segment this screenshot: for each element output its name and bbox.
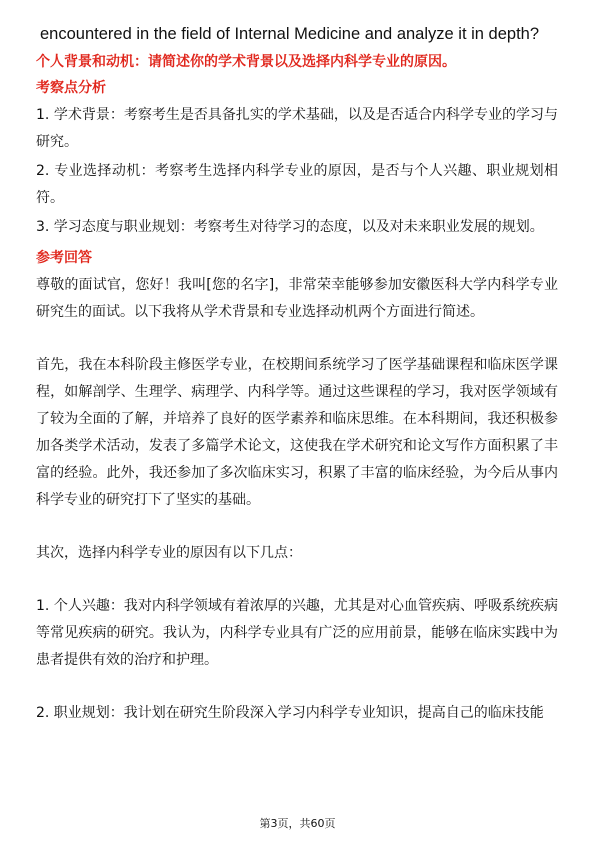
- question-heading: 个人背景和动机：请简述你的学术背景以及选择内科学专业的原因。: [36, 54, 456, 70]
- answer-paragraph: 首先，我在本科阶段主修医学专业，在校期间系统学习了医学基础课程和临床医学课程，如解剖学、生理学、病理学、内科学等。通过这些课程的学习，我对医学领域有了较为全面的了解，并培养了良好的医学素养和临床思维。在本科期间，我还积极参加各类学术活动，发表了多篇学术论文，这使我在学术研究和论文写作方面积累了丰富的经验。此外，我还参加了多次临床实习，积累了丰富的临床经验，为今后从事内科学专业的研究打下了坚实的基础。: [36, 357, 558, 508]
- page-number-footer: 第3页，共60页: [259, 817, 336, 830]
- intro-text: encountered in the field of Internal Medicine and analyze it in depth?: [40, 25, 540, 43]
- answer-paragraph: 其次，选择内科学专业的原因有以下几点：: [36, 545, 302, 561]
- answer-title: 参考回答: [36, 250, 92, 266]
- analysis-item: 1. 学术背景：考察考生是否具备扎实的学术基础，以及是否适合内科学专业的学习与研究。: [36, 107, 558, 150]
- analysis-item: 3. 学习态度与职业规划：考察考生对待学习的态度，以及对未来职业发展的规划。: [36, 219, 544, 235]
- answer-paragraph: 尊敬的面试官，您好！我叫[您的名字]，非常荣幸能够参加安徽医科大学内科学专业研究生的面试。以下我将从学术背景和专业选择动机两个方面进行简述。: [36, 277, 558, 320]
- analysis-title: 考察点分析: [36, 80, 106, 96]
- analysis-item: 2. 专业选择动机：考察考生选择内科学专业的原因，是否与个人兴趣、职业规划相符。: [36, 163, 558, 206]
- page-content: [36, 22, 558, 729]
- answer-paragraph: 2. 职业规划：我计划在研究生阶段深入学习内科学专业知识，提高自己的临床技能: [36, 705, 544, 721]
- answer-paragraph: 1. 个人兴趣：我对内科学领域有着浓厚的兴趣，尤其是对心血管疾病、呼吸系统疾病等常见疾病的研究。我认为，内科学专业具有广泛的应用前景，能够在临床实践中为患者提供有效的治疗和护理。: [36, 598, 558, 668]
